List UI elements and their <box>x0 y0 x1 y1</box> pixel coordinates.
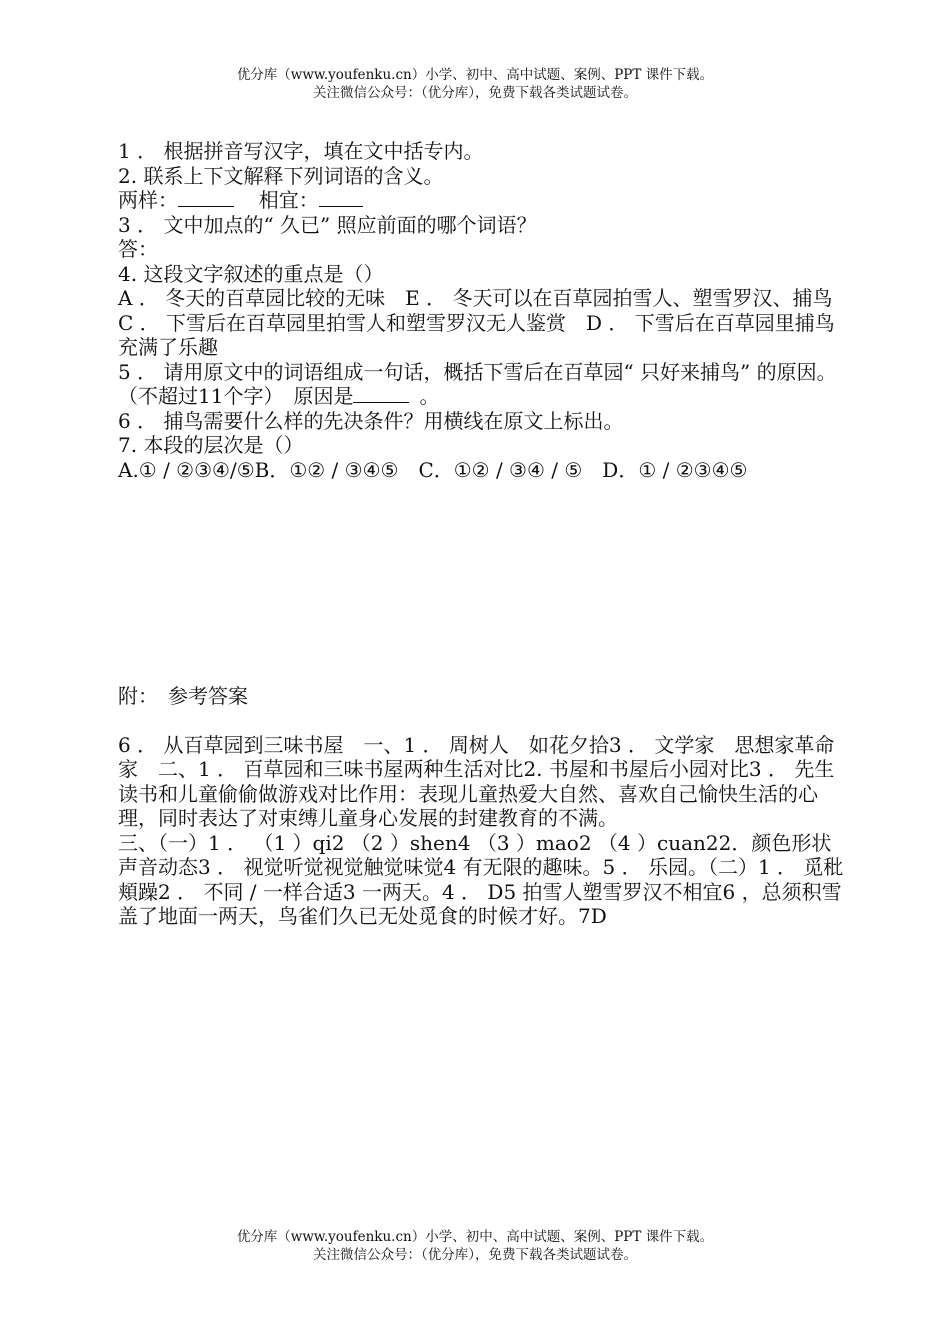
footer-line-1: 优分库（www.youfenku.cn）小学、初中、高中试题、案例、PPT 课件下载。 <box>236 1229 714 1245</box>
answer-paragraph-2: 三、（一）1 ． （1 ）qi2 （2 ）shen4 （3 ）mao2 （4 ）cuan22．颜色形状声音动态3 ． 视觉听觉视觉触觉味觉4 有无限的趣味。5 ． 乐园。（二）1 ． 觅秕頬躁2 ． 不同 / 一样合适3 一两天。4 ． D5 拍雪人塑雪罗汉不相宜6 ，总须积雪盖了地面一两天，鸟雀们久已无处觅食的时候才好。7D <box>118 830 844 928</box>
question-5-text: 5 ． 请用原文中的词语组成一句话，概括下雪后在百草园“ 只好来捕鸟” 的原因。（不超过11个字） 原因是 <box>118 359 837 408</box>
question-section <box>118 139 853 482</box>
answer-heading: 附： 参考答案 <box>118 684 248 708</box>
blank-line <box>319 188 363 207</box>
footer-line-2: 关注微信公众号：（优分库），免费下载各类试题试卷。 <box>313 1247 637 1263</box>
question-4-options: A ． 冬天的百草园比较的无味 E ． 冬天可以在百草园拍雪人、塑雪罗汉、捕鸟 C ． 下雪后在百草园里拍雪人和塑雪罗汉无人鉴赏 D ． 下雪后在百草园里捕鸟充满了乐趣 <box>118 286 853 359</box>
question-2-term-b: 相宜： <box>258 188 319 212</box>
question-5 <box>118 360 846 409</box>
answer-section <box>118 684 846 929</box>
blank-line <box>178 188 234 207</box>
question-7: 7. 本段的层次是（） <box>118 433 304 457</box>
page-footer <box>0 1228 950 1264</box>
question-2-term-a: 两样： <box>118 188 178 212</box>
question-6: 6 ． 捕鸟需要什么样的先决条件？用横线在原文上标出。 <box>118 408 624 433</box>
question-2: 2. 联系上下文解释下列词语的含义。 <box>118 163 444 188</box>
question-5-end: 。 <box>419 384 440 408</box>
question-3-answer: 答： <box>118 237 158 261</box>
question-2-blanks <box>118 188 846 213</box>
page-header <box>0 66 950 102</box>
header-line-2: 关注微信公众号：（优分库），免费下载各类试题试卷。 <box>313 85 637 101</box>
question-3: 3 ． 文中加点的“ 久已” 照应前面的哪个词语？ <box>118 212 537 237</box>
header-line-1: 优分库（www.youfenku.cn）小学、初中、高中试题、案例、PPT 课件下载。 <box>236 67 714 83</box>
blank-line <box>353 384 409 403</box>
answer-paragraph-1: 6 ． 从百草园到三味书屋 一、1 ． 周树人 如花夕拾3 ． 文学家 思想家革命家 二、1 ． 百草园和三味书屋两种生活对比2. 书屋和书屋后小园对比3 ． 先生读书和儿童偷偷做游戏对比作用：表现儿童热爱大自然、喜欢自己愉快生活的心理，同时表达了对束缚儿童身心发展的封建教育的不满。 <box>118 732 835 830</box>
question-1: 1 ． 根据拼音写汉字，填在文中括专内。 <box>118 139 484 163</box>
question-4: 4. 这段文字叙述的重点是（） <box>118 261 384 286</box>
question-7-options: A.① / ②③④/⑤B．①② / ③④⑤ C．①② / ③④ / ⑤ D．① / ②③④⑤ <box>118 457 748 482</box>
